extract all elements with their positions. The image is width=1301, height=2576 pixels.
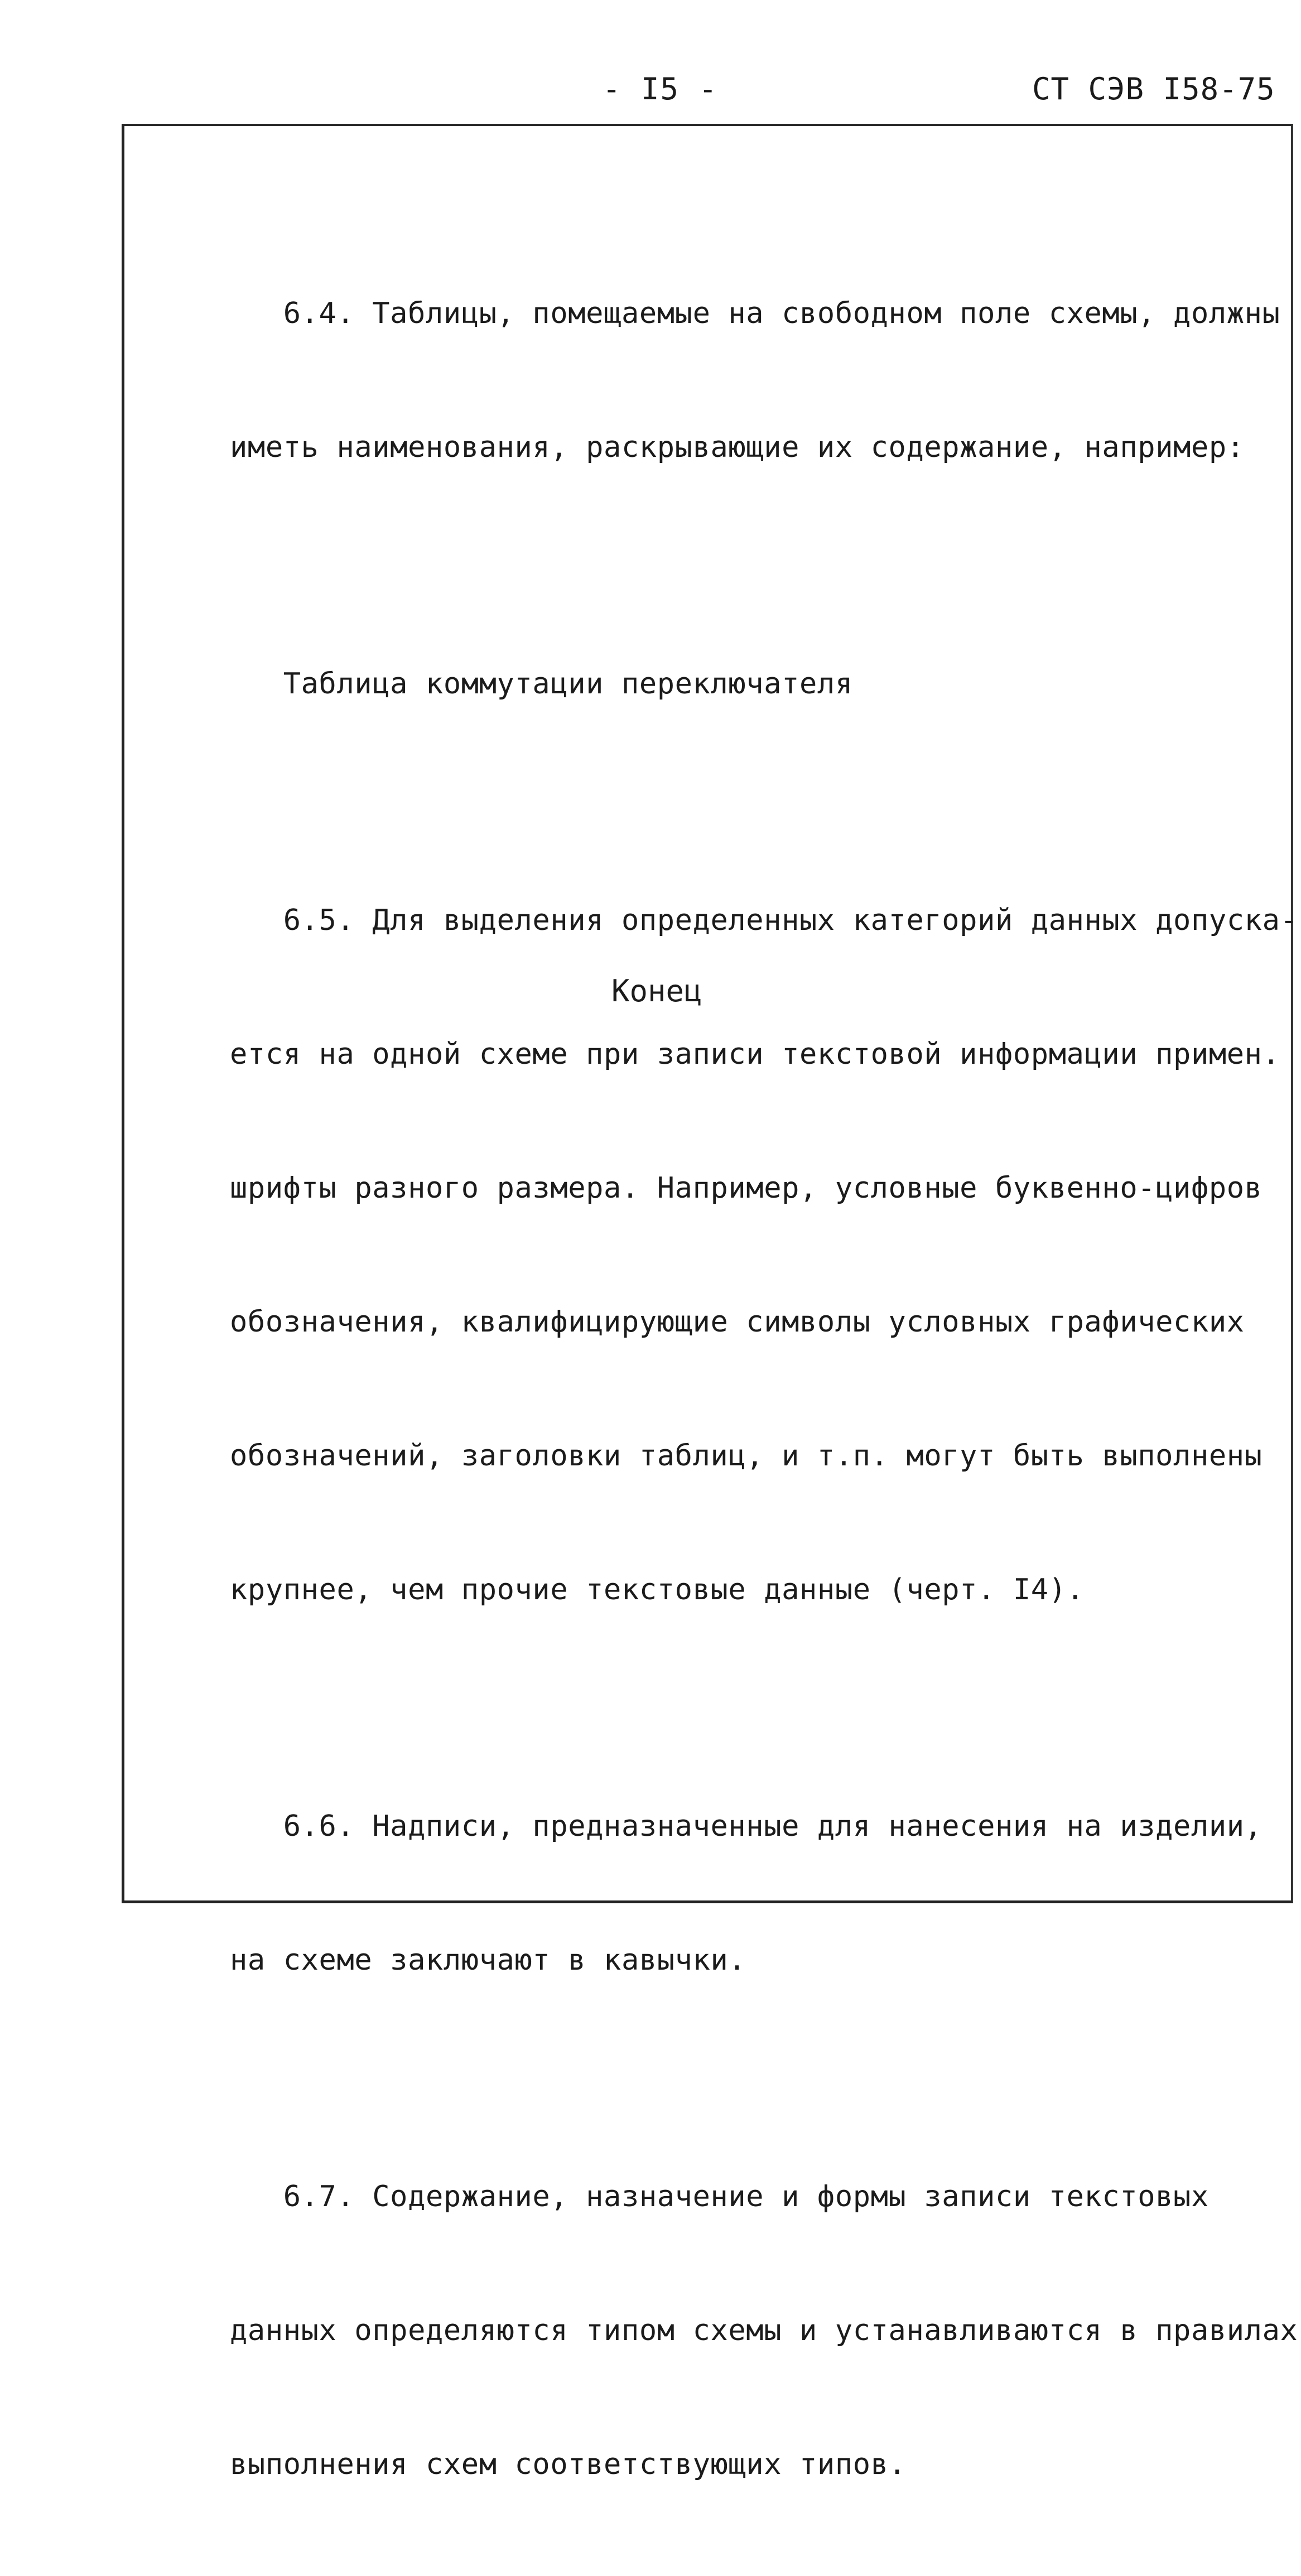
text-line: крупнее, чем прочие текстовые данные (черт. I4). xyxy=(230,1573,1085,1607)
text-line: иметь наименования, раскрывающие их содержание, например: xyxy=(230,431,1245,464)
paragraph-6-7 xyxy=(230,2085,1298,2576)
paragraph-6-4 xyxy=(230,202,1279,559)
paragraph-6-5 xyxy=(230,809,1298,1701)
text-line: обозначения, квалифицирующие символы условных графических xyxy=(230,1305,1245,1339)
end-marker: Конец xyxy=(611,973,702,1009)
text-line: выполнения схем соответствующих типов. xyxy=(230,2448,907,2481)
text-line: данных определяются типом схемы и устанавливаются в правилах xyxy=(230,2314,1298,2347)
table-caption-example xyxy=(230,572,1279,795)
page-number: - I5 - xyxy=(603,71,719,107)
text-line: 6.4. Таблицы, помещаемые на свободном поле схемы, должны xyxy=(230,297,1280,330)
text-line: обозначений, заголовки таблиц, и т.п. могут быть выполнены xyxy=(230,1439,1263,1473)
paragraph-6-6 xyxy=(230,1715,1279,2072)
text-line: Таблица коммутации переключателя xyxy=(230,667,853,701)
text-line: 6.7. Содержание, назначение и формы записи текстовых xyxy=(230,2180,1209,2213)
text-line: 6.6. Надписи, предназначенные для нанесения на изделии, xyxy=(230,1810,1263,1843)
text-line: ется на одной схеме при записи текстовой информации примен. xyxy=(230,1038,1280,1071)
text-line: 6.5. Для выделения определенных категорий данных допуска- xyxy=(230,904,1298,937)
text-line: на схеме заключают в кавычки. xyxy=(230,1943,746,1977)
document-code: СТ СЭВ I58-75 xyxy=(1032,71,1275,107)
main-text xyxy=(230,202,1298,2576)
text-line: шрифты разного размера. Например, условные буквенно-цифров xyxy=(230,1171,1263,1205)
